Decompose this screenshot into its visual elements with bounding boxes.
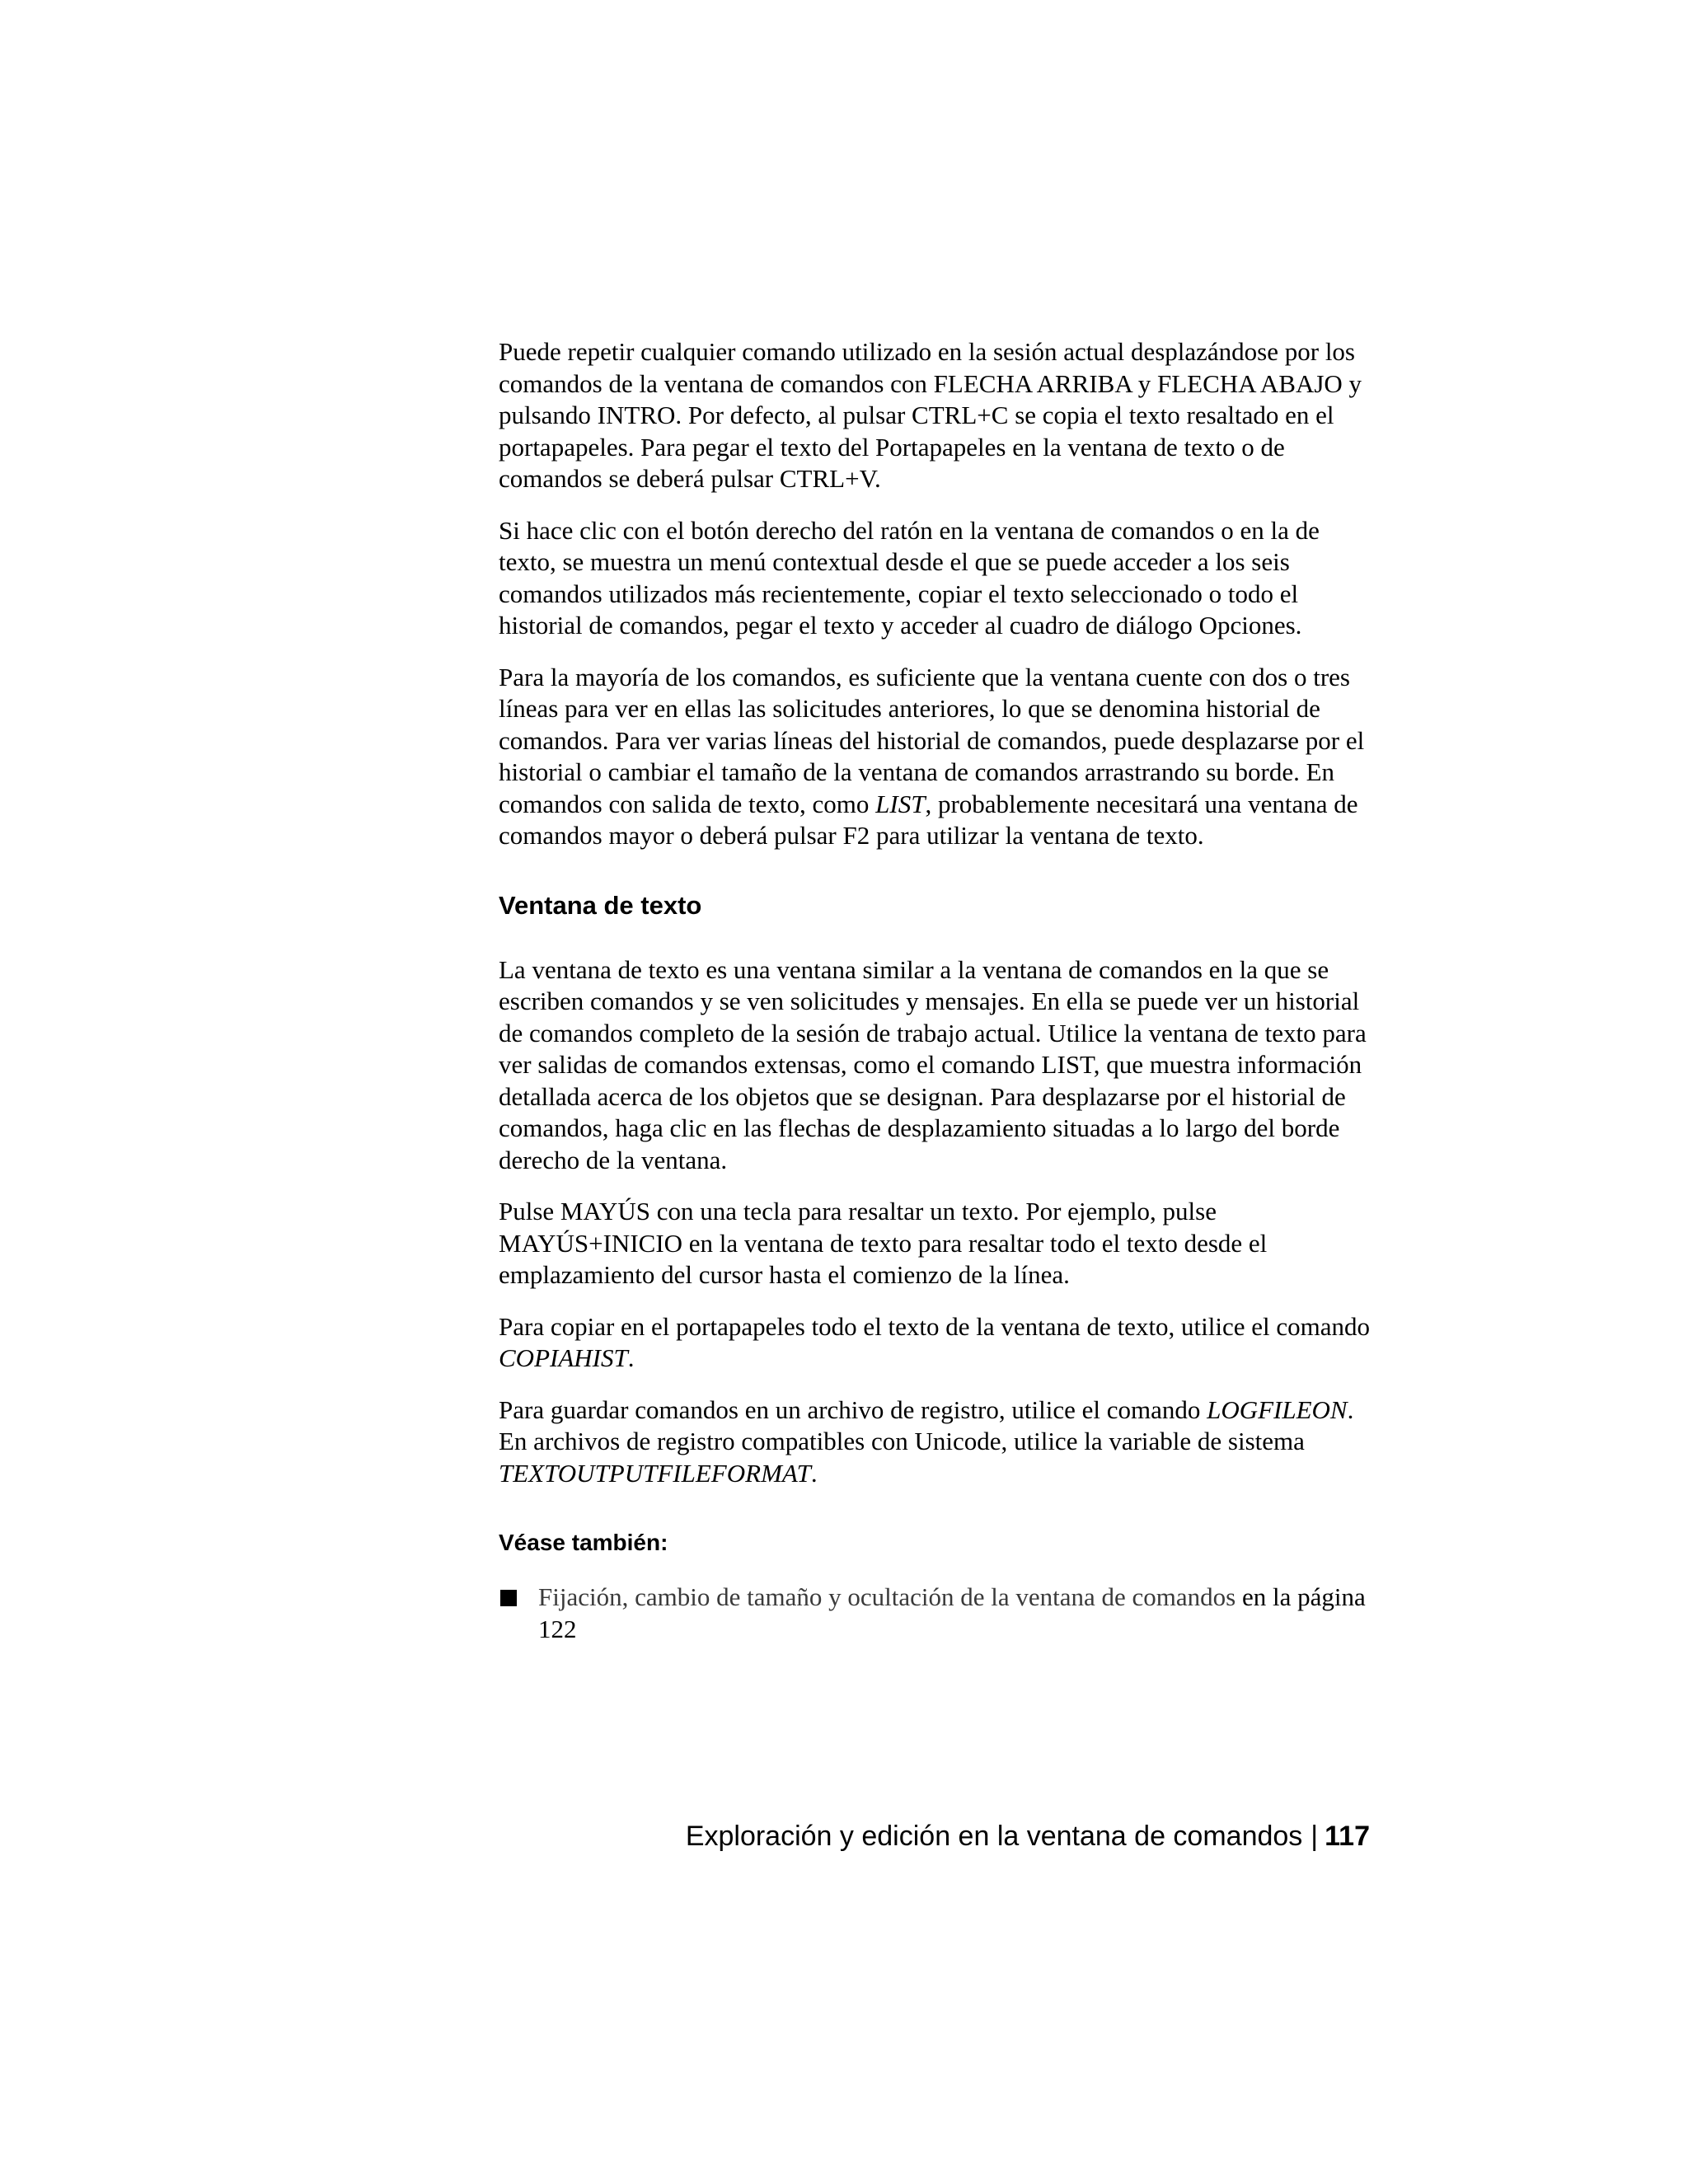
paragraph-text: .: [810, 1458, 818, 1488]
main-content: [499, 336, 1376, 1645]
paragraph-repeat-commands: Puede repetir cualquier comando utilizado en la sesión actual desplazándose por los comandos de la ventana de comandos con FLECHA ARRIBA y FLECHA ABAJO y pulsando INTRO. Por defecto, al pulsar CTRL+C se copia el texto resaltado en el portapapeles. Para pegar el texto del Portapapeles en la ventana de texto o de comandos se deberá pulsar CTRL+V.: [499, 337, 1362, 493]
paragraph-text: .: [627, 1343, 635, 1372]
page-reference: en la página 122: [538, 1582, 1366, 1643]
paragraph-log-file: [499, 1394, 1376, 1490]
command-name-logfileon: LOGFILEON: [1207, 1394, 1348, 1424]
command-name-list: LIST: [875, 789, 926, 818]
square-bullet-icon: [500, 1590, 517, 1606]
paragraph-highlight-text: Pulse MAYÚS con una tecla para resaltar un texto. Por ejemplo, pulse MAYÚS+INICIO en la ventana de texto para resaltar todo el texto desde el emplazamiento del cursor hasta el comienzo de la línea.: [499, 1197, 1268, 1289]
variable-name-textoutputfileformat: TEXTOUTPUTFILEFORMAT: [499, 1458, 811, 1488]
paragraph-text: Para copiar en el portapapeles todo el texto de la ventana de texto, utilice el comando: [499, 1311, 1371, 1341]
command-name-copiahist: COPIAHIST: [499, 1343, 628, 1372]
paragraph-context-menu: Si hace clic con el botón derecho del ratón en la ventana de comandos o en la de texto, se muestra un menú contextual desde el que se puede acceder a los seis comandos utilizados más recientemente, copiar el texto seleccionado o todo el historial de comandos, pegar el texto y acceder al cuadro de diálogo Opciones.: [499, 515, 1320, 640]
paragraph-text-window: La ventana de texto es una ventana similar a la ventana de comandos en la que se escriben comandos y se ven solicitudes y mensajes. En ella se puede ver un historial de comandos completo de la sesión de trabajo actual. Utilice la ventana de texto para ver salidas de comandos extensas, como el comando LIST, que muestra información detallada acerca de los objetos que se designan. Para desplazarse por el historial de comandos, haga clic en las flechas de desplazamiento situadas a lo largo del borde derecho de la ventana.: [499, 954, 1367, 1174]
cross-reference-link[interactable]: Fijación, cambio de tamaño y ocultación de la ventana de comandos: [538, 1582, 1236, 1611]
page-number: 117: [1325, 1821, 1370, 1852]
paragraph-text: Para guardar comandos en un archivo de registro, utilice el comando: [499, 1394, 1207, 1424]
see-also-list: [499, 1582, 1376, 1645]
paragraph-text: , probablemente necesitará una ventana de comandos mayor o deberá pulsar F2 para utilizar la ventana de texto.: [499, 789, 1358, 850]
paragraph-command-history: [499, 662, 1376, 852]
footer-separator: |: [1311, 1821, 1319, 1852]
list-item: [499, 1582, 1376, 1645]
paragraph-text: Para la mayoría de los comandos, es suficiente que la ventana cuente con dos o tres líneas para ver en ellas las solicitudes anteriores, lo que se denomina historial de comandos. Para ver varias líneas del historial de comandos, puede desplazarse por el historial o cambiar el tamaño de la ventana de comandos arrastrando su borde. En comandos con salida de texto, como: [499, 662, 1365, 818]
see-also-heading: Véase también:: [499, 1530, 668, 1555]
section-heading: Ventana de texto: [499, 890, 702, 920]
footer-title: Exploración y edición en la ventana de comandos: [685, 1821, 1303, 1852]
page-footer: [499, 1820, 1370, 1853]
paragraph-copy-history: [499, 1311, 1376, 1375]
paragraph-text: . En archivos de registro compatibles con Unicode, utilice la variable de sistema: [499, 1394, 1354, 1455]
